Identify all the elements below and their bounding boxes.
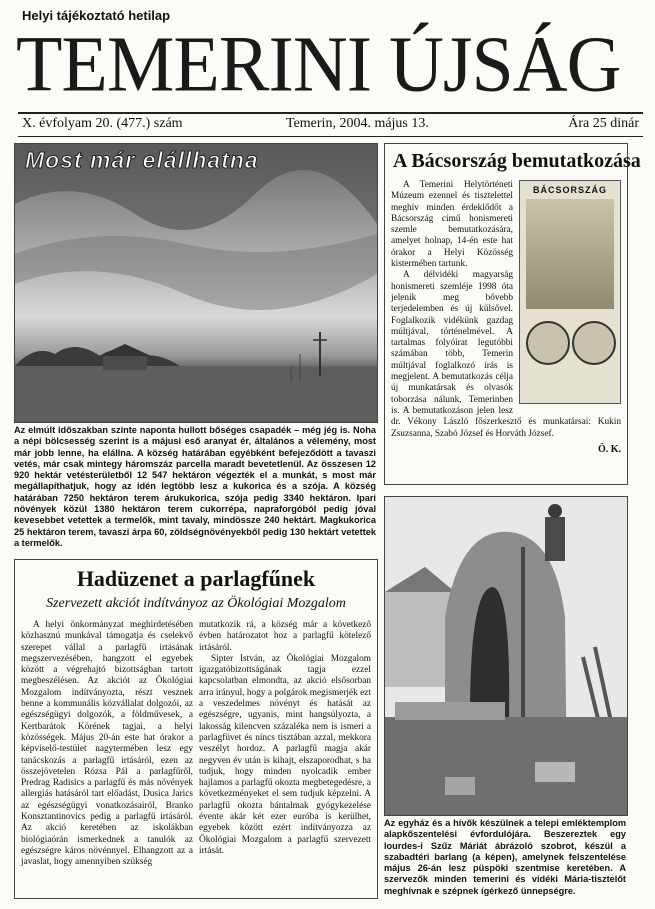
paragraph: A helyi önkormányzat meghirdetésében közhasznú munkával támogatja és cselekvő szerepet vállal a parlagfű irtásának megszervezésében, hangzott el egyebek között a végrehajtó bizottságban tartott megbeszélésen. Az akciót az Ökológiai Mozgalom indítványozta, részt vesznek benne a kommunális közvállalat dolgozói, az egészségügyi dolgozók, a földművesek, a Kertbarátok Körének tagjai, a helyi közösségek. Május 20-án este hat órakor a képviselő-testület nagytermében lesz egy tanácskozás a parlagfű irtásáról, ezen az összejövetelen Rózsa Pál a parlagfűről, Predrag Radisics a parlagfű és más növények allergiás hatásáról tart előadást, Dusica Jarics az egészségügyi vonatkozásairól, Branko Konsztantinovics pedig a parlagfű irtásáról. Az akció keretében az iskolákban biológiaórán ismerkednek a tanulók az egészségre káros növénnyel. Elhangzott az a javaslat, hogy amennyiben szükség: [21, 620, 193, 868]
article-column-2: [199, 620, 371, 857]
article-parlagfu: [14, 559, 378, 899]
landscape-image: [15, 144, 377, 422]
issue-info-bar: [18, 112, 643, 137]
paragraph: A délvidéki magyarság honismereti szemléje 1998 óta jelenik meg bővebb terjedelemben és új külsővel. Foglalkozik vidékünk gazdag múltjával, történelmével. A tartalmas folyóirat legutóbbi számában több, Temerin múltjával foglalkozó írás is megjelent. A bemutatkozás célja új munkatársak és olvasók toborzása nálunk, Temerinben is. A bemutatkozáson jelen lesz dr. Vékony László főszerkesztő és munkatársai: Kukin Zsuzsanna, Szabó József és Horváth József.: [391, 270, 621, 439]
grotto-caption: Az egyház és a hívők készülnek a telepi emléktemplom alapkőszentelési évfordulójára. Beszereztek egy lourdes-i Szűz Máriát ábrázoló szobrot, készül a szabadtéri barlang (a képen), amelynek felszentelése május 26-án lesz püspöki szentmise keretében. A szervezők minden temerini és vidéki Mária-tisztelőt meghívnak e szépnek ígérkező ünnepségre.: [384, 818, 626, 896]
medal-icon: [526, 321, 570, 365]
tagline: Helyi tájékoztató hetilap: [22, 8, 171, 23]
journal-cover-title: BÁCSORSZÁG: [532, 185, 607, 195]
lead-headline: Most már elállhatna: [25, 147, 259, 173]
medal-icon: [572, 321, 616, 365]
lead-photo: [14, 143, 378, 423]
article-column-1: [21, 620, 193, 869]
author-signature: Ö. K.: [597, 443, 621, 455]
journal-cover-illustration: [526, 199, 614, 309]
article-bacsorszag: [384, 143, 641, 485]
grotto-construction-image: [385, 497, 627, 815]
place-date: Temerin, 2004. május 13.: [286, 116, 429, 131]
lead-caption: Az elmúlt időszakban szinte naponta hullott bőséges csapadék – még jég is. Noha a népi bölcsesség szerint is a májusi eső aranyat ér, általános a vélemény, most már jobb lenne, ha elállna. A község határában egyébként befejeződött a tavaszi vetés, már csak mintegy háromszáz parcella maradt bevetetlenül. Az összesen 12 920 hektár vetésterületből 12 547 hektáron végezték el a munkát, s most már megállapíthatjuk, hogy az idén legtöbb lesz a kukorica és a szója. A község határában 7250 hektáron terem árukukorica, szója pedig 3340 hektáron. Ipari növények közül 1380 hektáron terem cukorrépa, napraforgóból pedig jóval kevesebbet vetettek a termelők, mint tavaly, mindössze 240 hektárt. Magkukorica 25 hektáron terem, tavaszi árpa 60, zöldségnövényekből pedig 130 hektárt vetettek a termelők.: [14, 425, 376, 548]
grotto-photo: [384, 496, 628, 816]
article-parlagfu-subtitle: Szervezett akciót indítványoz az Ökológiai Mozgalom: [46, 596, 346, 611]
article-bacsorszag-body: [391, 180, 621, 455]
article-bacsorszag-title: A Bácsország bemutatkozása: [393, 150, 641, 172]
paragraph: A Temerini Helytörténeti Múzeum ezennel és tisztelettel meghív minden érdeklődőt a Bácsország című honismereti szemle bemutatkozására, amelyet holnap, 14-én este hat órakor a Helyi Közösség kistermében tartunk.: [391, 180, 513, 270]
journal-cover-image: [519, 180, 621, 404]
volume-number: X. évfolyam 20. (477.) szám: [22, 116, 183, 131]
paragraph: Sipter István, az Ökológiai Mozgalom igazgatóbizottságának tagja ezzel kapcsolatban elmondta, az akció elsősorban arra irányul, hogy a polgárok megismerjék ezt a veszedelmes növényt és hatását az egészségre, ugyanis, mint hangsúlyozta, a lakosság kilencven százaléka nem is ismeri a parlagfüvet és nincs tisztában azzal, mekkora veszélyt hordoz. A parlagfű magja akár negyven év után is kihajt, elszaporodhat, s ha tudjuk, hogy minden nyolcadik ember hajlamos a parlagfű okozta megbetegedésre, a következményeket el sem tudjuk képzelni. A parlagfű okozta bántalmak gyógykezelése évente akár két ezer euróba is kerülhet, egyebek között ezért indítványozza az Ökológiai Mozgalom a parlagfű szervezett irtását.: [199, 653, 371, 856]
paragraph: mutatkozik rá, a község már a következő évben határozatot hoz a parlagfű kötelező irtásáról.: [199, 620, 371, 653]
masthead-title: TEMERINI ÚJSÁG: [16, 20, 621, 109]
price: Ára 25 dinár: [568, 116, 639, 131]
article-parlagfu-title: Hadüzenet a parlagfűnek: [76, 566, 316, 591]
